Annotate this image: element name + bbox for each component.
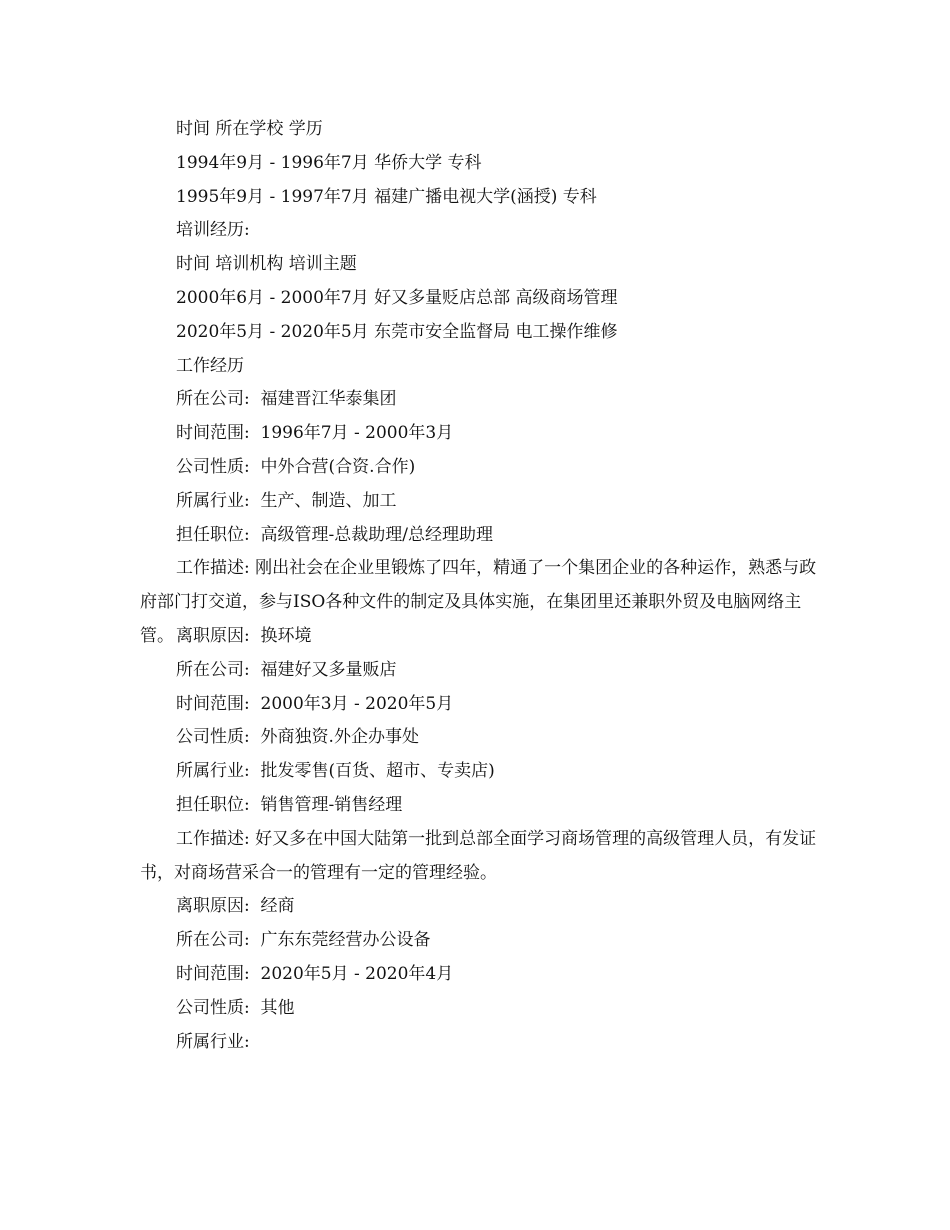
job-description: 工作描述: 刚出社会在企业里锻炼了四年，精通了一个集团企业的各种运作，熟悉与政府部门打交道，参与ISO各种文件的制定及具体实施，在集团里还兼职外贸及电脑网络主管。: [140, 558, 817, 646]
industry-field: 所属行业: 批发零售(百货、超市、专卖店): [176, 761, 495, 782]
company-field: 所在公司: 福建好又多量贩店: [176, 659, 397, 680]
job-description: 工作描述: 好又多在中国大陆第一批到总部全面学习商场管理的高级管理人员，有发证书，对商场营采合一的管理有一定的管理经验。: [140, 828, 817, 883]
training-row: 2000年6月 - 2000年7月 好又多量贬店总部 高级商场管理: [176, 287, 618, 308]
education-header: 时间 所在学校 学历: [176, 119, 323, 139]
industry-field: 所属行业:: [176, 1031, 250, 1052]
company-field: 所在公司: 福建晋江华泰集团: [176, 389, 397, 410]
position-field: 担任职位: 销售管理-销售经理: [176, 794, 403, 815]
training-heading: 培训经历:: [176, 220, 250, 241]
position-field: 担任职位: 高级管理-总裁助理/总经理助理: [176, 524, 494, 545]
period-field: 时间范围: 1996年7月 - 2000年3月: [176, 423, 454, 444]
leave-reason-field: 离职原因: 经商: [176, 896, 295, 917]
resume-content: [140, 113, 830, 1059]
company-field: 所在公司: 广东东莞经营办公设备: [176, 930, 431, 951]
training-header: 时间 培训机构 培训主题: [176, 254, 357, 275]
period-field: 时间范围: 2020年5月 - 2020年4月: [176, 963, 454, 984]
period-field: 时间范围: 2000年3月 - 2020年5月: [176, 693, 454, 714]
education-row: 1994年9月 - 1996年7月 华侨大学 专科: [176, 152, 482, 173]
education-row: 1995年9月 - 1997年7月 福建广播电视大学(涵授) 专科: [176, 186, 597, 207]
training-row: 2020年5月 - 2020年5月 东莞市安全监督局 电工操作维修: [176, 321, 618, 342]
work-heading: 工作经历: [176, 355, 244, 376]
company-type-field: 公司性质: 中外合营(合资.合作): [176, 456, 416, 477]
leave-reason-field: 离职原因: 换环境: [176, 625, 312, 646]
industry-field: 所属行业: 生产、制造、加工: [176, 490, 397, 511]
company-type-field: 公司性质: 其他: [176, 997, 295, 1018]
company-type-field: 公司性质: 外商独资.外企办事处: [176, 727, 419, 748]
